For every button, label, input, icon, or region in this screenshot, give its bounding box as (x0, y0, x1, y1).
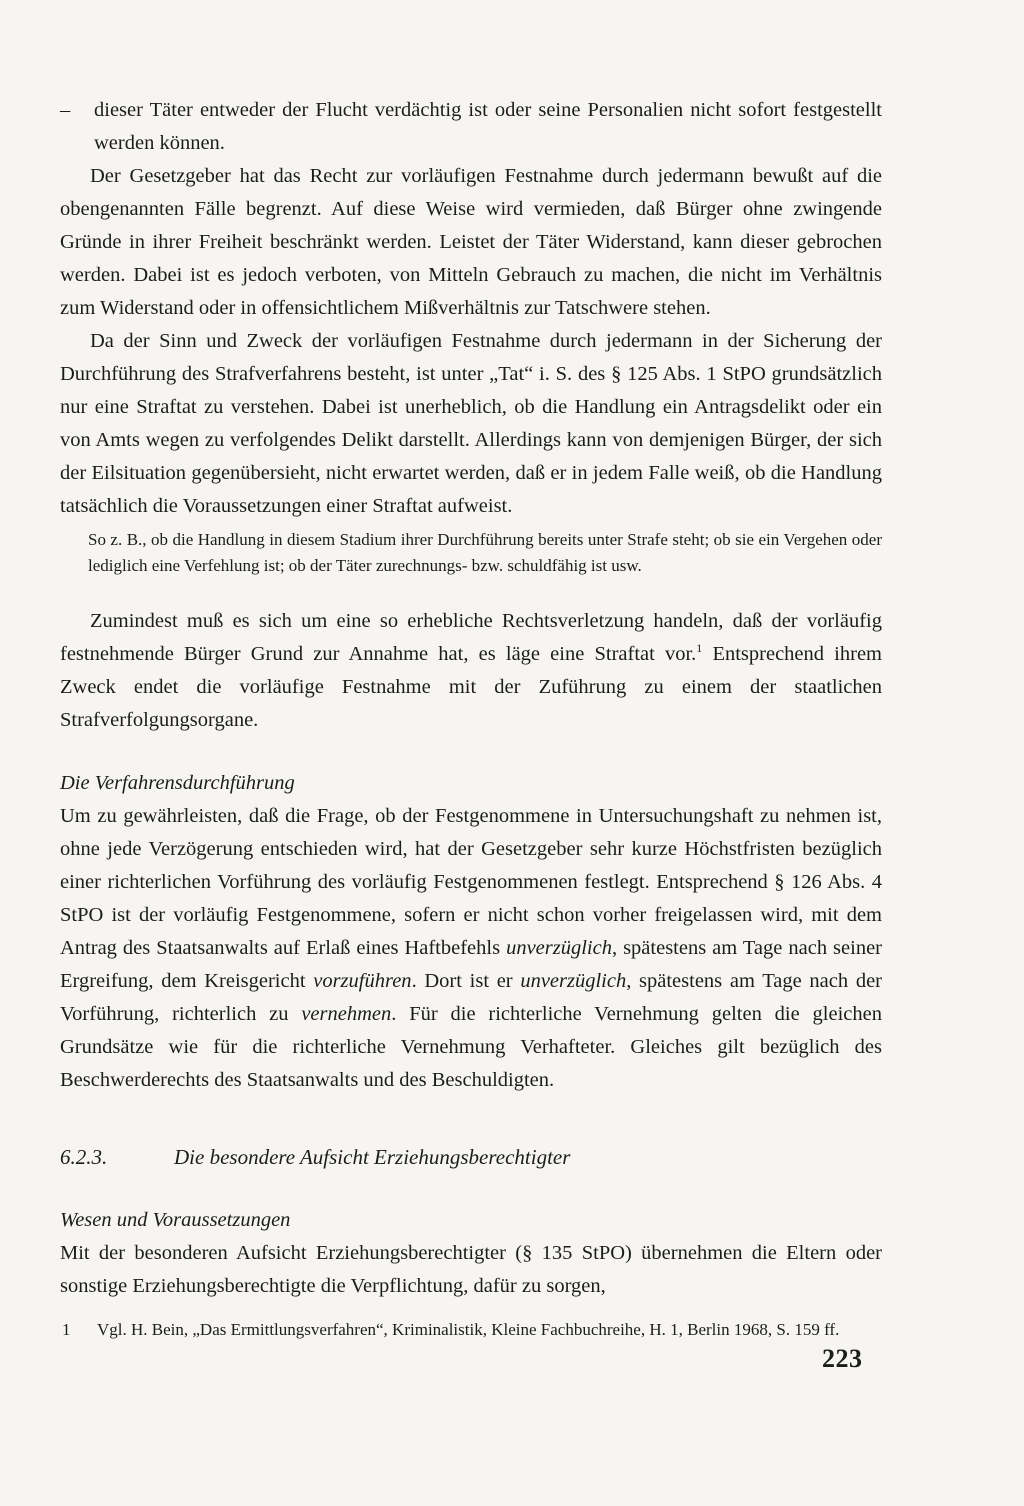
paragraph-rechtsverletzung (60, 605, 882, 737)
footnote-reference[interactable]: 1 (696, 641, 703, 656)
paragraph-text: Zumindest muß es sich um eine so erhebliche Rechtsverletzung handeln, daß der vorläufig festnehmende Bürger Grund zur Annahme hat, es läge eine Straftat vor. (60, 610, 882, 665)
paragraph-aufsicht: Mit der besonderen Aufsicht Erziehungsberechtigter (§ 135 StPO) übernehmen die Eltern oder sonstige Erziehungsberechtigte die Verpflichtung, dafür zu sorgen, (60, 1242, 882, 1297)
subheading-verfahrensdurchfuehrung: Die Verfahrensdurchführung (60, 772, 295, 794)
emphasis-text: vernehmen (301, 1003, 392, 1025)
paragraph-text: . Dort ist er (411, 970, 521, 992)
subheading-wesen: Wesen und Voraussetzungen (60, 1209, 291, 1231)
emphasis-text: unverzüglich (506, 937, 612, 959)
paragraph-text: , spätestens am Tage nach der Vorführung, richterlich zu (60, 970, 882, 1025)
page-body (60, 94, 882, 1343)
paragraph-tat-begriff: Da der Sinn und Zweck der vorläufigen Festnahme durch jedermann in der Sicherung der Durchführung des Strafverfahrens besteht, ist unter „Tat“ i. S. des § 125 Abs. 1 StPO grundsätzlich nur eine Straftat zu verstehen. Dabei ist unerheblich, ob die Handlung ein Antragsdelikt oder ein von Amts wegen zu verfolgendes Delikt darstellt. Allerdings kann von demjenigen Bürger, der sich der Eilsituation gegenübersieht, nicht erwartet werden, daß er in jedem Falle weiß, ob die Handlung tatsächlich die Voraussetzungen einer Straftat aufweist. (60, 330, 882, 517)
section-heading (60, 1141, 882, 1174)
section-title: Die besondere Aufsicht Erziehungsberechtigter (174, 1145, 571, 1169)
section-number: 6.2.3. (60, 1145, 108, 1169)
paragraph-festnahme-begrenzung: Der Gesetzgeber hat das Recht zur vorläufigen Festnahme durch jedermann bewußt auf die obengenannten Fälle begrenzt. Auf diese Weise wird vermieden, daß Bürger ohne zwingende Gründe in ihrer Freiheit beschränkt werden. Leistet der Täter Widerstand, kann dieser gebrochen werden. Dabei ist es jedoch verboten, von Mitteln Gebrauch zu machen, die nicht im Verhältnis zum Widerstand oder in offensichtlichem Mißverhältnis zur Tatschwere stehen. (60, 165, 882, 319)
list-item-text: dieser Täter entweder der Flucht verdächtig ist oder seine Personalien nicht sofort festgestellt werden können. (94, 99, 882, 154)
paragraph-text: , spätestens am Tage nach seiner Ergreifung, dem Kreisgericht (60, 937, 883, 992)
paragraph-verfahren (60, 800, 882, 1097)
page-number: 223 (822, 1344, 863, 1373)
emphasis-text: unverzüglich (520, 970, 627, 992)
dash-bullet: – (60, 99, 71, 121)
paragraph-text: Entsprechend ihrem Zweck endet die vorläufige Festnahme mit der Zuführung zu einem der staatlichen Strafverfolgungsorgane. (60, 643, 882, 731)
emphasis-text: vorzuführen (313, 970, 412, 992)
footnote (60, 1317, 882, 1343)
list-item (60, 94, 882, 160)
paragraph-text: . Für die richterliche Vernehmung gelten die gleichen Grundsätze wie für die richterliche Vernehmung Verhafteter. Gleiches gilt bezüglich des Beschwerderechts des Staatsanwalts und des Beschuldigten. (60, 1003, 882, 1091)
paragraph-text: Um zu gewährleisten, daß die Frage, ob der Festgenommene in Untersuchungshaft zu nehmen ist, ohne jede Verzögerung entschieden wird, hat der Gesetzgeber sehr kurze Höchstfristen bezüglich einer richterlichen Vorführung des vorläufig Festgenommenen festlegt. Entsprechend § 126 Abs. 4 StPO ist der vorläufig Festgenommene, sofern er nicht schon vorher freigelassen wird, mit dem Antrag des Staatsanwalts auf Erlaß eines Haftbefehls (60, 805, 882, 959)
footnote-text: Vgl. H. Bein, „Das Ermittlungsverfahren“, Kriminalistik, Kleine Fachbuchreihe, H. 1, Berlin 1968, S. 159 ff. (97, 1320, 840, 1339)
small-print-note: So z. B., ob die Handlung in diesem Stadium ihrer Durchführung bereits unter Strafe steht; ob sie ein Vergehen oder lediglich eine Verfehlung ist; ob der Täter zurechnungs- bzw. schuldfähig ist usw. (88, 530, 882, 575)
footnote-number: 1 (62, 1320, 71, 1339)
